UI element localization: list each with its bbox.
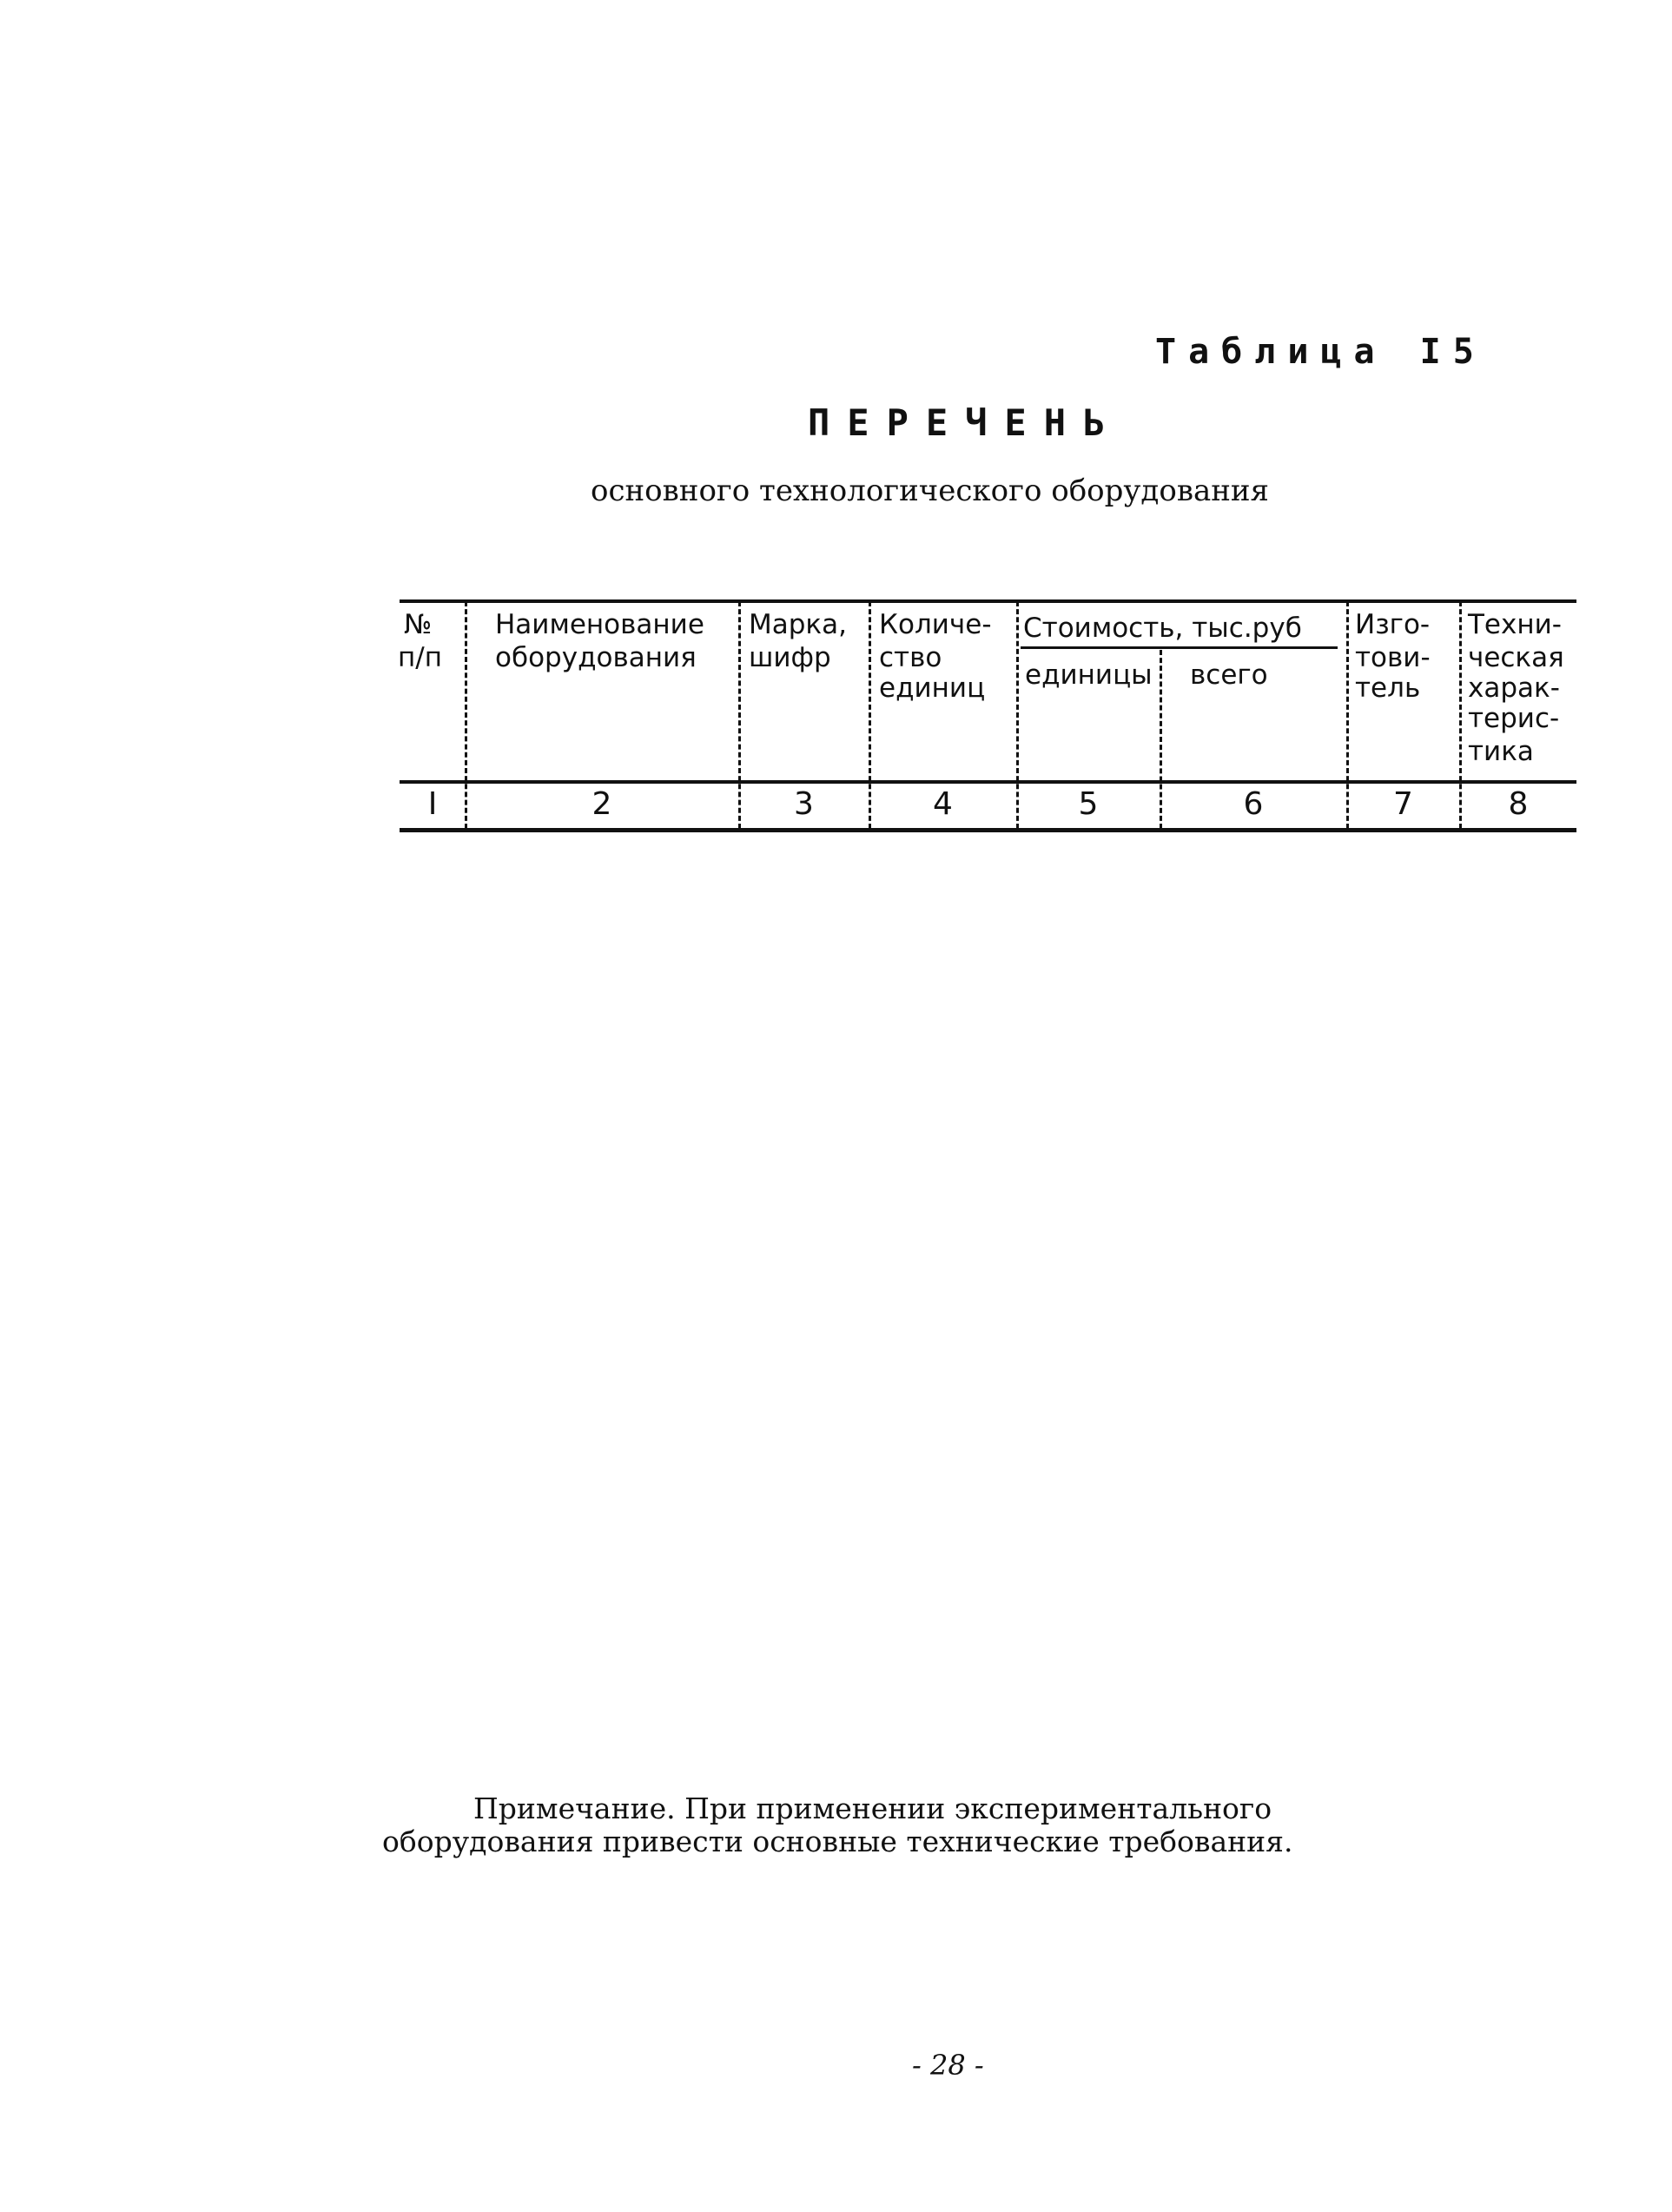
header-spec-line4: терис-: [1468, 703, 1560, 734]
header-number-line2: п/п: [398, 642, 442, 673]
header-brand-line1: Марка,: [749, 609, 847, 640]
header-maker-line3: тель: [1355, 672, 1421, 704]
header-quantity-line1: Количе-: [879, 609, 992, 640]
column-number: 7: [1393, 786, 1413, 822]
column-number: 4: [933, 786, 953, 822]
header-quantity-line2: ство: [879, 642, 942, 673]
header-name-line1: Наименование: [495, 609, 704, 640]
page-number: - 28 -: [912, 2049, 984, 2082]
header-cost-group: Стоимость, тыс.руб: [1023, 613, 1302, 644]
table-label: Таблица I5: [1155, 332, 1486, 372]
header-spec-line2: ческая: [1468, 642, 1564, 673]
document-subtitle: основного технологического оборудования: [591, 474, 1270, 508]
header-maker-line2: тови-: [1355, 642, 1431, 673]
document-title: ПЕРЕЧЕНЬ: [808, 401, 1123, 444]
note-line-2: оборудования привести основные технические требования.: [382, 1825, 1293, 1858]
header-number-line1: №: [404, 609, 433, 640]
table-top-rule: [400, 599, 1576, 603]
header-maker-line1: Изго-: [1355, 609, 1431, 640]
header-bottom-rule: [400, 780, 1576, 784]
cost-group-rule: [1021, 646, 1338, 649]
header-name-line2: оборудования: [495, 642, 697, 673]
note-line-1: Примечание. При применении экспериментального: [473, 1791, 1272, 1825]
column-number: 2: [591, 786, 612, 822]
header-brand-line2: шифр: [749, 642, 831, 673]
header-quantity-line3: единиц: [879, 672, 986, 704]
table-bottom-rule: [400, 828, 1576, 832]
column-number: 6: [1243, 786, 1264, 822]
header-cost-unit: единицы: [1025, 659, 1153, 691]
header-spec-line3: харак-: [1468, 672, 1560, 704]
header-spec-line1: Техни-: [1468, 609, 1562, 640]
column-number: 8: [1508, 786, 1529, 822]
header-spec-line5: тика: [1468, 736, 1534, 767]
column-number: 5: [1078, 786, 1099, 822]
column-number: I: [427, 786, 438, 822]
header-cost-total: всего: [1190, 659, 1268, 691]
column-number: 3: [794, 786, 814, 822]
